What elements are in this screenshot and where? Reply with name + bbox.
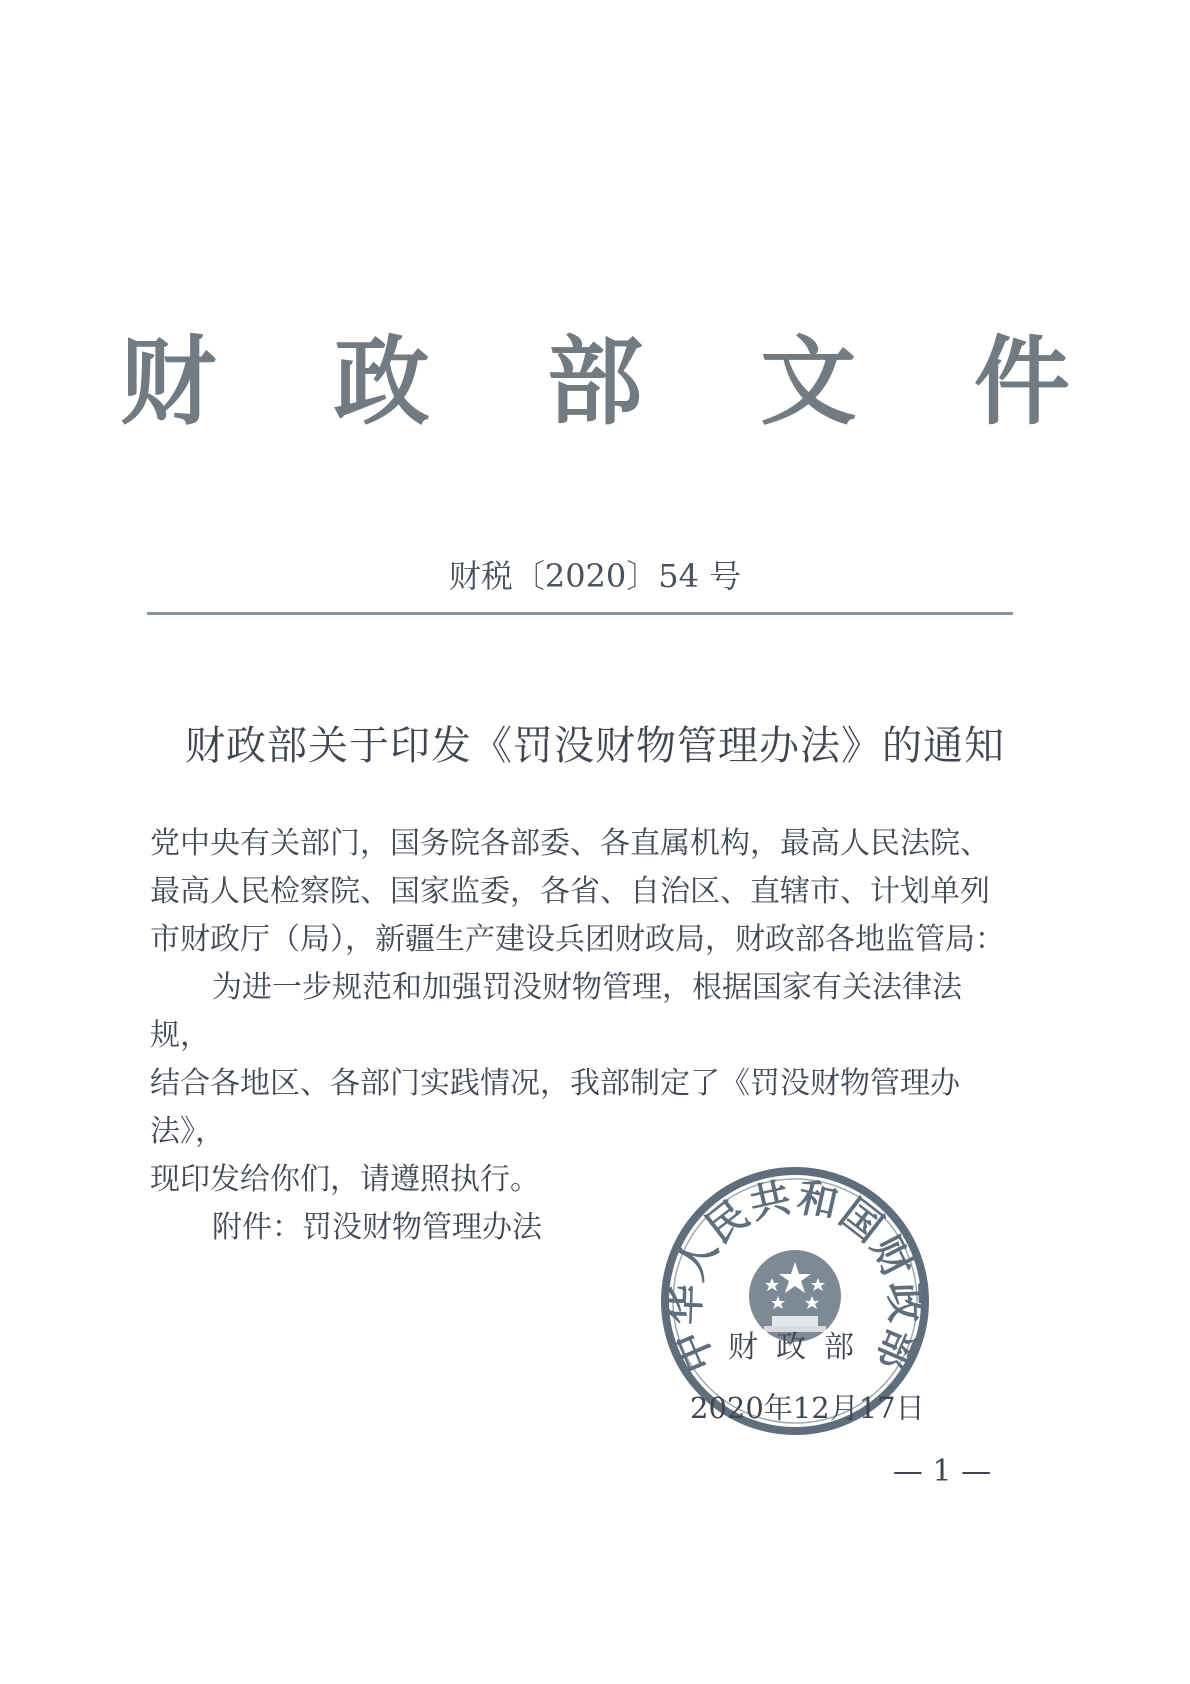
- svg-text:中华人民共和国财政部: 中华人民共和国财政部: [662, 1174, 928, 1379]
- signer-name: 财政部: [728, 1330, 872, 1365]
- paragraph-line: 现印发给你们，请遵照执行。: [150, 1162, 540, 1197]
- document-number: 财税〔2020〕54 号: [448, 557, 742, 595]
- attachment-line: 附件：罚没财物管理办法: [212, 1210, 542, 1245]
- page-number: — 1 —: [892, 1454, 992, 1489]
- document-header-title: 财 政 部 文 件: [120, 326, 1112, 438]
- addressee-line: 最高人民检察院、国家监委，各省、自治区、直辖市、计划单列: [150, 874, 990, 909]
- signature-date: 2020年12月17日: [690, 1391, 925, 1425]
- header-divider: [147, 612, 1013, 615]
- paragraph-line: 为进一步规范和加强罚没财物管理，根据国家有关法律法规，: [150, 970, 962, 1053]
- addressee-line: 党中央有关部门，国务院各部委、各直属机构，最高人民法院、: [150, 826, 990, 861]
- notice-title: 财政部关于印发《罚没财物管理办法》的通知: [185, 723, 1005, 769]
- paragraph-line: 结合各地区、各部门实践情况，我部制定了《罚没财物管理办法》，: [150, 1066, 960, 1149]
- addressee-line: 市财政厅（局），新疆生产建设兵团财政局，财政部各地监管局：: [150, 922, 1005, 957]
